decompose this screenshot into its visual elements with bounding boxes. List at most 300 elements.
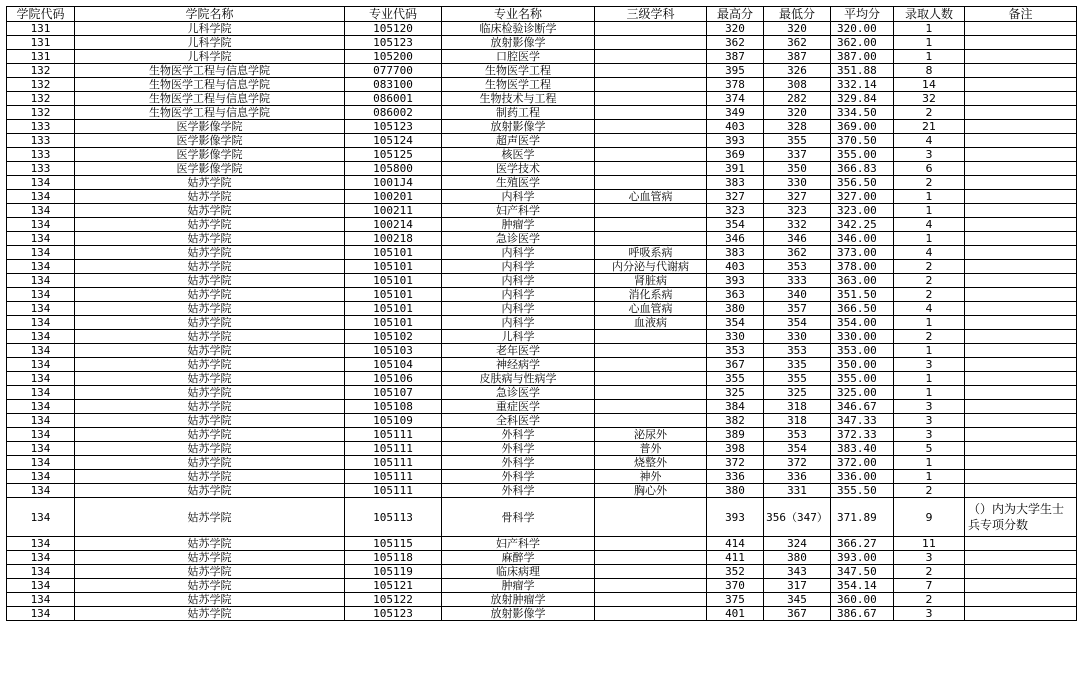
table-row bbox=[7, 190, 1077, 204]
cell-sub-discipline: 神外 bbox=[595, 470, 707, 484]
admission-score-table bbox=[6, 6, 1077, 621]
cell-admitted-count: 2 bbox=[894, 288, 965, 302]
cell-major-code: 105107 bbox=[345, 386, 442, 400]
cell-college-name: 姑苏学院 bbox=[75, 274, 345, 288]
cell-admitted-count: 1 bbox=[894, 386, 965, 400]
cell-major-name: 全科医学 bbox=[442, 414, 595, 428]
cell-major-name: 外科学 bbox=[442, 456, 595, 470]
cell-college-code: 134 bbox=[7, 204, 75, 218]
cell-min-score: 324 bbox=[764, 537, 831, 551]
cell-remarks bbox=[965, 579, 1077, 593]
cell-sub-discipline bbox=[595, 106, 707, 120]
cell-min-score: 328 bbox=[764, 120, 831, 134]
cell-admitted-count: 4 bbox=[894, 302, 965, 316]
cell-remarks bbox=[965, 414, 1077, 428]
cell-major-name: 妇产科学 bbox=[442, 537, 595, 551]
table-row bbox=[7, 386, 1077, 400]
cell-min-score: 354 bbox=[764, 442, 831, 456]
cell-college-code: 134 bbox=[7, 372, 75, 386]
cell-max-score: 352 bbox=[707, 565, 764, 579]
cell-avg-score: 320.00 bbox=[831, 22, 894, 36]
cell-admitted-count: 2 bbox=[894, 106, 965, 120]
cell-college-code: 134 bbox=[7, 593, 75, 607]
cell-min-score: 331 bbox=[764, 484, 831, 498]
cell-major-code: 105109 bbox=[345, 414, 442, 428]
cell-major-name: 临床病理 bbox=[442, 565, 595, 579]
cell-college-code: 132 bbox=[7, 78, 75, 92]
cell-major-code: 105120 bbox=[345, 22, 442, 36]
cell-avg-score: 346.00 bbox=[831, 232, 894, 246]
cell-college-name: 医学影像学院 bbox=[75, 134, 345, 148]
cell-college-name: 姑苏学院 bbox=[75, 551, 345, 565]
cell-college-name: 姑苏学院 bbox=[75, 593, 345, 607]
cell-college-code: 134 bbox=[7, 176, 75, 190]
cell-major-name: 内科学 bbox=[442, 260, 595, 274]
cell-sub-discipline: 内分泌与代谢病 bbox=[595, 260, 707, 274]
cell-college-code: 134 bbox=[7, 190, 75, 204]
cell-major-name: 内科学 bbox=[442, 274, 595, 288]
cell-sub-discipline bbox=[595, 36, 707, 50]
cell-major-code: 105124 bbox=[345, 134, 442, 148]
cell-sub-discipline bbox=[595, 551, 707, 565]
cell-admitted-count: 3 bbox=[894, 400, 965, 414]
cell-college-code: 133 bbox=[7, 120, 75, 134]
cell-college-code: 132 bbox=[7, 64, 75, 78]
cell-admitted-count: 1 bbox=[894, 204, 965, 218]
table-row bbox=[7, 344, 1077, 358]
header-major-code: 专业代码 bbox=[345, 7, 442, 22]
cell-remarks bbox=[965, 288, 1077, 302]
cell-min-score: 320 bbox=[764, 22, 831, 36]
cell-avg-score: 354.00 bbox=[831, 316, 894, 330]
cell-avg-score: 355.00 bbox=[831, 148, 894, 162]
header-row bbox=[7, 7, 1077, 22]
cell-min-score: 343 bbox=[764, 565, 831, 579]
cell-college-name: 姑苏学院 bbox=[75, 442, 345, 456]
cell-admitted-count: 3 bbox=[894, 148, 965, 162]
cell-admitted-count: 2 bbox=[894, 484, 965, 498]
cell-min-score: 380 bbox=[764, 551, 831, 565]
table-body bbox=[7, 22, 1077, 621]
cell-avg-score: 360.00 bbox=[831, 593, 894, 607]
cell-major-code: 105104 bbox=[345, 358, 442, 372]
cell-college-code: 134 bbox=[7, 344, 75, 358]
cell-college-name: 姑苏学院 bbox=[75, 428, 345, 442]
cell-college-code: 134 bbox=[7, 607, 75, 621]
cell-admitted-count: 1 bbox=[894, 36, 965, 50]
cell-avg-score: 362.00 bbox=[831, 36, 894, 50]
cell-max-score: 355 bbox=[707, 372, 764, 386]
cell-remarks bbox=[965, 428, 1077, 442]
cell-remarks bbox=[965, 106, 1077, 120]
cell-major-name: 骨科学 bbox=[442, 498, 595, 537]
cell-admitted-count: 5 bbox=[894, 442, 965, 456]
cell-major-name: 麻醉学 bbox=[442, 551, 595, 565]
cell-avg-score: 350.00 bbox=[831, 358, 894, 372]
cell-major-code: 105101 bbox=[345, 274, 442, 288]
cell-college-code: 134 bbox=[7, 470, 75, 484]
cell-remarks bbox=[965, 537, 1077, 551]
cell-avg-score: 347.50 bbox=[831, 565, 894, 579]
cell-major-name: 外科学 bbox=[442, 442, 595, 456]
cell-max-score: 349 bbox=[707, 106, 764, 120]
cell-min-score: 355 bbox=[764, 372, 831, 386]
cell-major-code: 105106 bbox=[345, 372, 442, 386]
table-row bbox=[7, 106, 1077, 120]
table-row bbox=[7, 551, 1077, 565]
cell-major-code: 105111 bbox=[345, 470, 442, 484]
cell-college-code: 131 bbox=[7, 22, 75, 36]
cell-min-score: 362 bbox=[764, 36, 831, 50]
cell-min-score: 326 bbox=[764, 64, 831, 78]
cell-college-code: 134 bbox=[7, 288, 75, 302]
table-row bbox=[7, 162, 1077, 176]
table-row bbox=[7, 607, 1077, 621]
cell-major-name: 肿瘤学 bbox=[442, 579, 595, 593]
cell-max-score: 369 bbox=[707, 148, 764, 162]
cell-remarks bbox=[965, 22, 1077, 36]
header-max-score: 最高分 bbox=[707, 7, 764, 22]
cell-max-score: 320 bbox=[707, 22, 764, 36]
cell-college-code: 134 bbox=[7, 400, 75, 414]
cell-major-name: 急诊医学 bbox=[442, 232, 595, 246]
cell-college-code: 134 bbox=[7, 428, 75, 442]
cell-major-name: 内科学 bbox=[442, 190, 595, 204]
cell-sub-discipline bbox=[595, 498, 707, 537]
cell-admitted-count: 32 bbox=[894, 92, 965, 106]
cell-admitted-count: 6 bbox=[894, 162, 965, 176]
cell-college-name: 姑苏学院 bbox=[75, 607, 345, 621]
cell-major-code: 105118 bbox=[345, 551, 442, 565]
cell-major-code: 077700 bbox=[345, 64, 442, 78]
cell-max-score: 346 bbox=[707, 232, 764, 246]
cell-min-score: 356（347） bbox=[764, 498, 831, 537]
cell-admitted-count: 3 bbox=[894, 428, 965, 442]
cell-avg-score: 332.14 bbox=[831, 78, 894, 92]
cell-max-score: 378 bbox=[707, 78, 764, 92]
cell-max-score: 403 bbox=[707, 260, 764, 274]
cell-avg-score: 346.67 bbox=[831, 400, 894, 414]
table-row bbox=[7, 218, 1077, 232]
cell-max-score: 387 bbox=[707, 50, 764, 64]
cell-sub-discipline bbox=[595, 537, 707, 551]
cell-major-name: 内科学 bbox=[442, 288, 595, 302]
table-row bbox=[7, 232, 1077, 246]
cell-major-name: 外科学 bbox=[442, 484, 595, 498]
cell-major-name: 超声医学 bbox=[442, 134, 595, 148]
cell-college-code: 132 bbox=[7, 92, 75, 106]
cell-college-name: 姑苏学院 bbox=[75, 330, 345, 344]
table-row bbox=[7, 456, 1077, 470]
cell-college-name: 姑苏学院 bbox=[75, 246, 345, 260]
cell-max-score: 367 bbox=[707, 358, 764, 372]
cell-avg-score: 386.67 bbox=[831, 607, 894, 621]
cell-avg-score: 363.00 bbox=[831, 274, 894, 288]
cell-college-code: 134 bbox=[7, 358, 75, 372]
cell-avg-score: 371.89 bbox=[831, 498, 894, 537]
table-row bbox=[7, 78, 1077, 92]
cell-major-code: 105103 bbox=[345, 344, 442, 358]
cell-college-name: 生物医学工程与信息学院 bbox=[75, 78, 345, 92]
header-sub-discipline: 三级学科 bbox=[595, 7, 707, 22]
cell-min-score: 350 bbox=[764, 162, 831, 176]
cell-admitted-count: 9 bbox=[894, 498, 965, 537]
cell-college-code: 134 bbox=[7, 565, 75, 579]
table-row bbox=[7, 593, 1077, 607]
cell-sub-discipline bbox=[595, 565, 707, 579]
cell-avg-score: 356.50 bbox=[831, 176, 894, 190]
cell-college-code: 134 bbox=[7, 330, 75, 344]
cell-major-name: 医学技术 bbox=[442, 162, 595, 176]
header-college-name: 学院名称 bbox=[75, 7, 345, 22]
table-row bbox=[7, 484, 1077, 498]
cell-admitted-count: 1 bbox=[894, 232, 965, 246]
cell-sub-discipline bbox=[595, 78, 707, 92]
cell-max-score: 330 bbox=[707, 330, 764, 344]
cell-max-score: 370 bbox=[707, 579, 764, 593]
cell-major-name: 放射影像学 bbox=[442, 607, 595, 621]
cell-college-name: 姑苏学院 bbox=[75, 358, 345, 372]
cell-college-code: 134 bbox=[7, 484, 75, 498]
cell-sub-discipline bbox=[595, 50, 707, 64]
cell-major-code: 105101 bbox=[345, 246, 442, 260]
cell-major-code: 100214 bbox=[345, 218, 442, 232]
table-row bbox=[7, 330, 1077, 344]
header-avg-score: 平均分 bbox=[831, 7, 894, 22]
cell-college-name: 儿科学院 bbox=[75, 22, 345, 36]
cell-admitted-count: 8 bbox=[894, 64, 965, 78]
cell-college-code: 131 bbox=[7, 50, 75, 64]
cell-max-score: 362 bbox=[707, 36, 764, 50]
cell-college-name: 姑苏学院 bbox=[75, 400, 345, 414]
table-row bbox=[7, 372, 1077, 386]
cell-min-score: 387 bbox=[764, 50, 831, 64]
cell-max-score: 398 bbox=[707, 442, 764, 456]
cell-remarks bbox=[965, 302, 1077, 316]
cell-sub-discipline bbox=[595, 120, 707, 134]
cell-admitted-count: 1 bbox=[894, 456, 965, 470]
cell-major-code: 105121 bbox=[345, 579, 442, 593]
cell-min-score: 325 bbox=[764, 386, 831, 400]
cell-major-code: 086001 bbox=[345, 92, 442, 106]
cell-remarks bbox=[965, 246, 1077, 260]
cell-major-code: 105111 bbox=[345, 456, 442, 470]
cell-admitted-count: 7 bbox=[894, 579, 965, 593]
cell-remarks bbox=[965, 344, 1077, 358]
cell-remarks bbox=[965, 64, 1077, 78]
cell-avg-score: 329.84 bbox=[831, 92, 894, 106]
cell-sub-discipline: 消化系病 bbox=[595, 288, 707, 302]
cell-remarks bbox=[965, 134, 1077, 148]
cell-remarks bbox=[965, 78, 1077, 92]
cell-major-code: 086002 bbox=[345, 106, 442, 120]
cell-college-name: 儿科学院 bbox=[75, 36, 345, 50]
header-major-name: 专业名称 bbox=[442, 7, 595, 22]
cell-avg-score: 353.00 bbox=[831, 344, 894, 358]
cell-sub-discipline: 血液病 bbox=[595, 316, 707, 330]
cell-admitted-count: 2 bbox=[894, 565, 965, 579]
cell-sub-discipline bbox=[595, 414, 707, 428]
cell-avg-score: 342.25 bbox=[831, 218, 894, 232]
cell-remarks bbox=[965, 593, 1077, 607]
cell-major-name: 神经病学 bbox=[442, 358, 595, 372]
cell-sub-discipline bbox=[595, 134, 707, 148]
table-row bbox=[7, 64, 1077, 78]
cell-remarks bbox=[965, 565, 1077, 579]
cell-college-name: 医学影像学院 bbox=[75, 120, 345, 134]
cell-major-name: 生物医学工程 bbox=[442, 78, 595, 92]
cell-college-name: 姑苏学院 bbox=[75, 565, 345, 579]
cell-avg-score: 369.00 bbox=[831, 120, 894, 134]
cell-min-score: 333 bbox=[764, 274, 831, 288]
cell-remarks bbox=[965, 400, 1077, 414]
cell-max-score: 372 bbox=[707, 456, 764, 470]
cell-sub-discipline bbox=[595, 386, 707, 400]
table-row bbox=[7, 120, 1077, 134]
cell-max-score: 336 bbox=[707, 470, 764, 484]
cell-min-score: 340 bbox=[764, 288, 831, 302]
table-row bbox=[7, 498, 1077, 537]
cell-avg-score: 355.00 bbox=[831, 372, 894, 386]
cell-sub-discipline bbox=[595, 344, 707, 358]
header-remarks: 备注 bbox=[965, 7, 1077, 22]
cell-avg-score: 347.33 bbox=[831, 414, 894, 428]
cell-max-score: 353 bbox=[707, 344, 764, 358]
cell-max-score: 384 bbox=[707, 400, 764, 414]
cell-remarks bbox=[965, 232, 1077, 246]
cell-admitted-count: 2 bbox=[894, 260, 965, 274]
cell-min-score: 353 bbox=[764, 428, 831, 442]
cell-min-score: 362 bbox=[764, 246, 831, 260]
cell-sub-discipline bbox=[595, 64, 707, 78]
cell-major-code: 105111 bbox=[345, 484, 442, 498]
table-row bbox=[7, 358, 1077, 372]
header-min-score: 最低分 bbox=[764, 7, 831, 22]
cell-avg-score: 351.50 bbox=[831, 288, 894, 302]
cell-major-code: 105122 bbox=[345, 593, 442, 607]
cell-max-score: 414 bbox=[707, 537, 764, 551]
cell-college-code: 134 bbox=[7, 414, 75, 428]
cell-avg-score: 366.83 bbox=[831, 162, 894, 176]
cell-admitted-count: 3 bbox=[894, 551, 965, 565]
cell-max-score: 403 bbox=[707, 120, 764, 134]
cell-college-name: 姑苏学院 bbox=[75, 498, 345, 537]
cell-max-score: 401 bbox=[707, 607, 764, 621]
cell-avg-score: 355.50 bbox=[831, 484, 894, 498]
cell-remarks bbox=[965, 607, 1077, 621]
cell-college-name: 姑苏学院 bbox=[75, 537, 345, 551]
cell-college-name: 医学影像学院 bbox=[75, 148, 345, 162]
cell-remarks bbox=[965, 456, 1077, 470]
cell-max-score: 325 bbox=[707, 386, 764, 400]
cell-remarks bbox=[965, 148, 1077, 162]
cell-avg-score: 325.00 bbox=[831, 386, 894, 400]
cell-remarks bbox=[965, 330, 1077, 344]
cell-admitted-count: 1 bbox=[894, 316, 965, 330]
cell-admitted-count: 2 bbox=[894, 274, 965, 288]
cell-max-score: 393 bbox=[707, 134, 764, 148]
cell-min-score: 345 bbox=[764, 593, 831, 607]
cell-major-name: 肿瘤学 bbox=[442, 218, 595, 232]
cell-sub-discipline bbox=[595, 593, 707, 607]
cell-college-code: 133 bbox=[7, 148, 75, 162]
cell-admitted-count: 4 bbox=[894, 134, 965, 148]
cell-max-score: 393 bbox=[707, 274, 764, 288]
cell-college-name: 姑苏学院 bbox=[75, 288, 345, 302]
cell-sub-discipline: 胸心外 bbox=[595, 484, 707, 498]
cell-major-name: 口腔医学 bbox=[442, 50, 595, 64]
table-row bbox=[7, 260, 1077, 274]
cell-remarks bbox=[965, 162, 1077, 176]
cell-major-code: 105123 bbox=[345, 120, 442, 134]
cell-remarks bbox=[965, 190, 1077, 204]
cell-major-name: 内科学 bbox=[442, 246, 595, 260]
cell-max-score: 389 bbox=[707, 428, 764, 442]
cell-admitted-count: 1 bbox=[894, 470, 965, 484]
cell-major-name: 制药工程 bbox=[442, 106, 595, 120]
cell-sub-discipline bbox=[595, 358, 707, 372]
cell-college-name: 姑苏学院 bbox=[75, 344, 345, 358]
cell-major-code: 105200 bbox=[345, 50, 442, 64]
cell-sub-discipline: 普外 bbox=[595, 442, 707, 456]
table-row bbox=[7, 442, 1077, 456]
cell-sub-discipline bbox=[595, 92, 707, 106]
cell-major-code: 1001J4 bbox=[345, 176, 442, 190]
cell-major-code: 105101 bbox=[345, 316, 442, 330]
header-admitted-count: 录取人数 bbox=[894, 7, 965, 22]
cell-college-code: 134 bbox=[7, 579, 75, 593]
cell-sub-discipline bbox=[595, 204, 707, 218]
cell-remarks bbox=[965, 176, 1077, 190]
cell-remarks bbox=[965, 92, 1077, 106]
cell-avg-score: 366.27 bbox=[831, 537, 894, 551]
cell-major-code: 105101 bbox=[345, 288, 442, 302]
cell-sub-discipline bbox=[595, 330, 707, 344]
cell-college-name: 姑苏学院 bbox=[75, 456, 345, 470]
cell-major-name: 生殖医学 bbox=[442, 176, 595, 190]
cell-remarks: （）内为大学生士兵专项分数 bbox=[965, 498, 1077, 537]
table-row bbox=[7, 565, 1077, 579]
cell-admitted-count: 11 bbox=[894, 537, 965, 551]
cell-sub-discipline: 烧整外 bbox=[595, 456, 707, 470]
cell-max-score: 411 bbox=[707, 551, 764, 565]
cell-major-code: 083100 bbox=[345, 78, 442, 92]
cell-avg-score: 372.33 bbox=[831, 428, 894, 442]
table-row bbox=[7, 470, 1077, 484]
cell-admitted-count: 21 bbox=[894, 120, 965, 134]
cell-avg-score: 393.00 bbox=[831, 551, 894, 565]
cell-min-score: 332 bbox=[764, 218, 831, 232]
cell-admitted-count: 2 bbox=[894, 176, 965, 190]
table-row bbox=[7, 92, 1077, 106]
cell-sub-discipline: 心血管病 bbox=[595, 302, 707, 316]
cell-college-code: 133 bbox=[7, 162, 75, 176]
cell-admitted-count: 2 bbox=[894, 593, 965, 607]
cell-max-score: 375 bbox=[707, 593, 764, 607]
cell-college-name: 姑苏学院 bbox=[75, 232, 345, 246]
cell-college-name: 生物医学工程与信息学院 bbox=[75, 64, 345, 78]
cell-sub-discipline bbox=[595, 162, 707, 176]
cell-max-score: 383 bbox=[707, 176, 764, 190]
cell-college-name: 姑苏学院 bbox=[75, 176, 345, 190]
cell-college-code: 134 bbox=[7, 232, 75, 246]
cell-min-score: 282 bbox=[764, 92, 831, 106]
cell-major-code: 105101 bbox=[345, 302, 442, 316]
cell-major-name: 生物医学工程 bbox=[442, 64, 595, 78]
cell-remarks bbox=[965, 372, 1077, 386]
cell-college-name: 姑苏学院 bbox=[75, 302, 345, 316]
cell-max-score: 380 bbox=[707, 484, 764, 498]
